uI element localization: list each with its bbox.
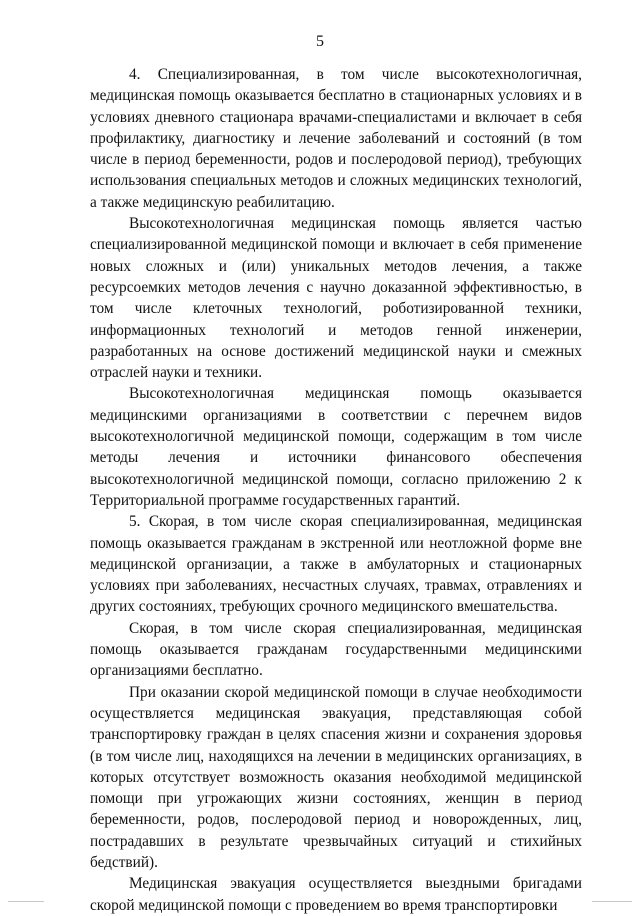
paragraph-emergency-care: 5. Скорая, в том числе скорая специализированная, медицинская помощь оказывается гражданам в экстренной или неотложной форме вне медицинской организации, а также в амбулаторных и стационарных условиях при заболеваниях, несчастных случаях, травмах, отравлениях и других состояниях, требующих срочного медицинского вмешательства. [90,513,582,616]
scan-artifact-left [8,901,44,902]
paragraph-specialized-care: 4. Специализированная, в том числе высокотехнологичная, медицинская помощь оказывается бесплатно в стационарных условиях и в условиях дневного стационара врачами-специалистами и включает в себя профилактику, диагностику и лечение заболеваний и состояний (в том числе в период беременности, родов и послеродовой период), требующих использования специальных методов и сложных медицинских технологий, а также медицинскую реабилитацию. [90,66,582,211]
paragraph-high-tech-care-definition: Высокотехнологичная медицинская помощь является частью специализированной медицинской помощи и включает в себя применение новых сложных и (или) уникальных методов лечения, а также ресурсоемких методов лечения с научно доказанной эффективностью, в том числе клеточных технологий, роботизированной техники, информационных технологий и методов генной инженерии, разработанных на основе достижений медицинской науки и смежных отраслей науки и техники. [90,215,582,382]
scan-artifact-right [592,901,632,902]
paragraph-emergency-care-free: Скорая, в том числе скорая специализированная, медицинская помощь оказывается гражданам государственными медицинскими организациями бесплатно. [90,619,582,680]
paragraph-evacuation-teams: Медицинская эвакуация осуществляется выездными бригадами скорой медицинской помощи с проведением во время транспортировки [90,875,582,914]
paragraph-high-tech-care-providers: Высокотехнологичная медицинская помощь оказывается медицинскими организациями в соответствии с перечнем видов высокотехнологичной медицинской помощи, содержащим в том числе методы лечения и источники финансового обеспечения высокотехнологичной медицинской помощи, согласно приложению 2 к Территориальной программе государственных гарантий. [90,385,582,509]
page-number: 5 [316,33,324,50]
paragraph-medical-evacuation: При оказании скорой медицинской помощи в случае необходимости осуществляется медицинская эвакуация, представляющая собой транспортировку граждан в целях спасения жизни и сохранения здоровья (в том числе лиц, находящихся на лечении в медицинских организациях, в которых отсутствует возможность оказания необходимой медицинской помощи при угрожающих жизни состояниях, женщин в период беременности, родов, послеродовой период и новорожденных, лиц, пострадавших в результате чрезвычайных ситуаций и стихийных бедствий). [90,683,582,871]
body-text [90,64,582,916]
